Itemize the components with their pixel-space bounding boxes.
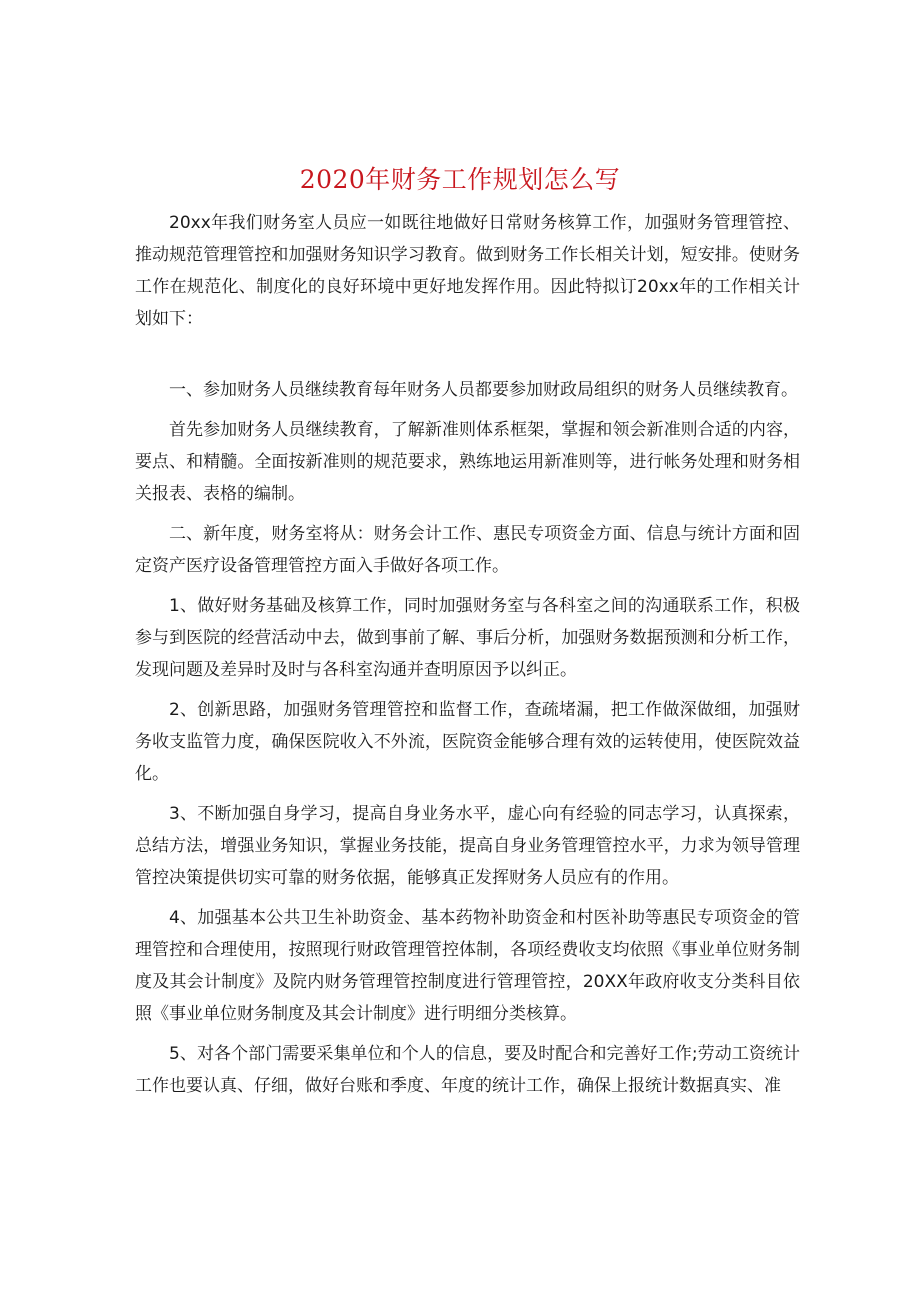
paragraph-item-5: 5、对各个部门需要采集单位和个人的信息，要及时配合和完善好工作;劳动工资统计工作也要认真、仔细，做好台账和季度、年度的统计工作，确保上报统计数据真实、准	[135, 1044, 800, 1096]
paragraph-section-2-heading: 二、新年度，财务室将从：财务会计工作、惠民专项资金方面、信息与统计方面和固定资产医疗设备管理管控方面入手做好各项工作。	[135, 524, 800, 576]
document-title: 2020年财务工作规划怎么写	[299, 165, 621, 194]
paragraph-item-3: 3、不断加强自身学习，提高自身业务水平，虚心向有经验的同志学习，认真探索，总结方法，增强业务知识，掌握业务技能，提高自身业务管理管控水平，力求为领导管理管控决策提供切实可靠的财务依据，能够真正发挥财务人员应有的作用。	[135, 804, 800, 888]
paragraph-item-4: 4、加强基本公共卫生补助资金、基本药物补助资金和村医补助等惠民专项资金的管理管控和合理使用，按照现行财政管理管控体制，各项经费收支均依照《事业单位财务制度及其会计制度》及院内财务管理管控制度进行管理管控，20XX年政府收支分类科目依照《事业单位财务制度及其会计制度》进行明细分类核算。	[135, 908, 800, 1024]
paragraph-section-1-heading: 一、参加财务人员继续教育每年财务人员都要参加财政局组织的财务人员继续教育。	[169, 380, 798, 400]
paragraph-continuing-education: 首先参加财务人员继续教育，了解新准则体系框架，掌握和领会新准则合适的内容，要点、和精髓。全面按新准则的规范要求，熟练地运用新准则等，进行帐务处理和财务相关报表、表格的编制。	[135, 420, 800, 504]
paragraph-intro: 20xx年我们财务室人员应一如既往地做好日常财务核算工作，加强财务管理管控、推动规范管理管控和加强财务知识学习教育。做到财务工作长相关计划，短安排。使财务工作在规范化、制度化的良好环境中更好地发挥作用。因此特拟订20xx年的工作相关计划如下：	[135, 213, 800, 329]
paragraph-item-2: 2、创新思路，加强财务管理管控和监督工作，查疏堵漏，把工作做深做细，加强财务收支监管力度，确保医院收入不外流，医院资金能够合理有效的运转使用，使医院效益化。	[135, 700, 800, 784]
paragraph-item-1: 1、做好财务基础及核算工作，同时加强财务室与各科室之间的沟通联系工作，积极参与到医院的经营活动中去，做到事前了解、事后分析，加强财务数据预测和分析工作，发现问题及差异时及时与各科室沟通并查明原因予以纠正。	[135, 596, 800, 680]
